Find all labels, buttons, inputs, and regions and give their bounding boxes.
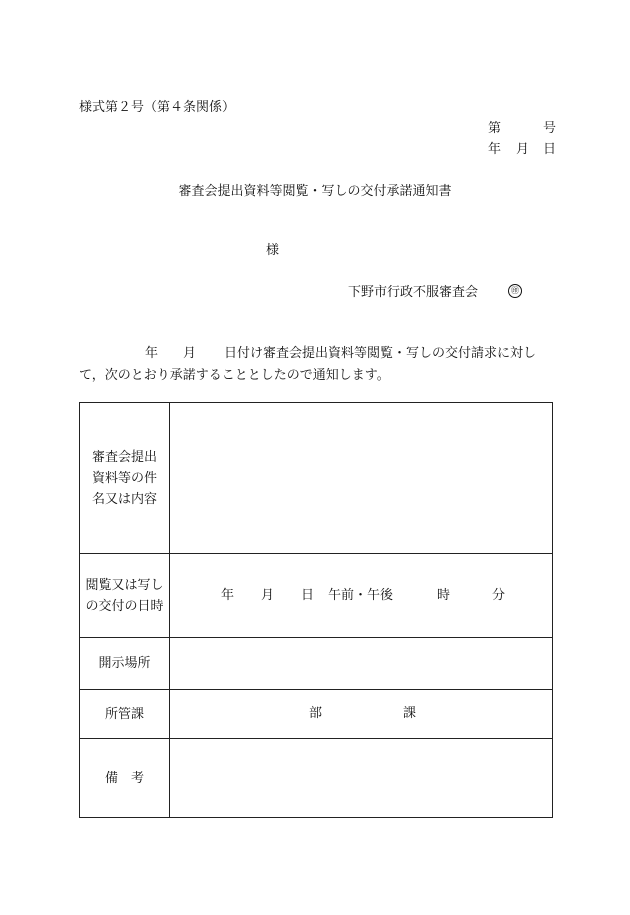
datetime-value[interactable] (170, 554, 553, 638)
form-number-label: 様式第２号（第４条関係） (79, 100, 236, 115)
body-year: 年 (145, 346, 159, 361)
issuer-name: 下野市行政不服審査会 (348, 285, 479, 300)
body-month: 月 (183, 346, 197, 361)
document-title: 審査会提出資料等閲覧・写しの交付承諾通知書 (178, 184, 452, 199)
date-year: 年 (488, 142, 502, 157)
date-day: 日 (543, 142, 557, 157)
datetime-minute: 分 (492, 587, 506, 603)
number-suffix: 号 (543, 121, 557, 136)
recipient-honorific: 様 (266, 243, 280, 258)
department-label: 所管課 (80, 690, 170, 739)
document-number (488, 122, 558, 136)
datetime-label: 閲覧又は写しの交付の日時 (80, 554, 170, 638)
table-row (80, 554, 553, 638)
number-prefix: 第 (488, 121, 502, 136)
table-row (80, 739, 553, 818)
datetime-ampm: 午前・午後 (328, 587, 394, 603)
department-ka: 課 (403, 706, 417, 721)
department-value[interactable] (170, 690, 553, 739)
table-row (80, 403, 553, 554)
body-paragraph (79, 343, 557, 387)
document-date (488, 143, 558, 157)
document-name-value[interactable] (170, 403, 553, 554)
table-row (80, 690, 553, 739)
seal-icon: ㊞ (508, 284, 522, 298)
department-bu: 部 (309, 706, 323, 721)
location-value[interactable] (170, 638, 553, 690)
document-name-label: 審査会提出資料等の件名又は内容 (80, 403, 170, 554)
body-text: 日付け審査会提出資料等閲覧・写しの交付請求に対して，次のとおり承諾することとしたので通知します。 (79, 346, 537, 383)
datetime-hour: 時 (437, 587, 451, 603)
datetime-year: 年 (221, 587, 235, 603)
remarks-label: 備 考 (80, 739, 170, 818)
date-month: 月 (516, 142, 530, 157)
remarks-value[interactable] (170, 739, 553, 818)
datetime-day: 日 (301, 587, 315, 603)
details-table (79, 402, 553, 818)
datetime-month: 月 (261, 587, 275, 603)
location-label: 開示場所 (80, 638, 170, 690)
table-row (80, 638, 553, 690)
